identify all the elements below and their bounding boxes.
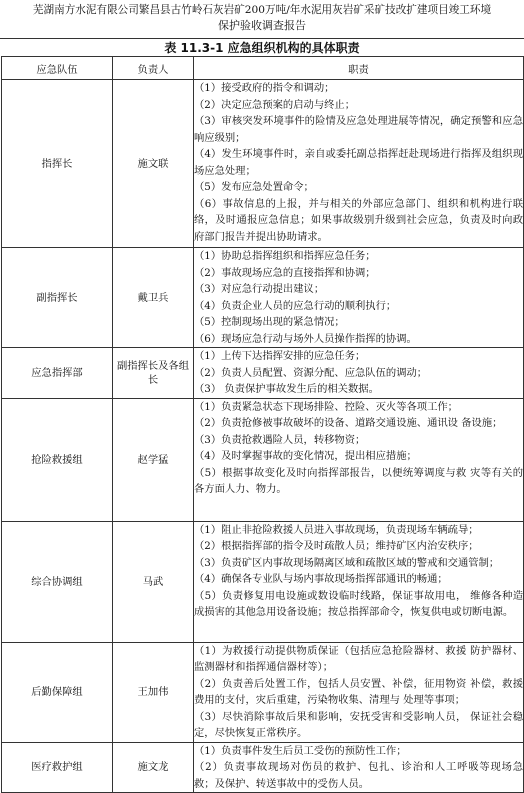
team-lead: 王加伟 xyxy=(113,642,194,742)
duty-list xyxy=(194,521,524,642)
duty-item: （4）及时掌握事故的变化情况，提出相应措施； xyxy=(194,450,417,462)
duty-item: （3）审核突发环境事件的险情及应急处理进展等情况，确定预警和应急响应级别； xyxy=(194,115,523,144)
table-row xyxy=(2,521,524,642)
table-row xyxy=(2,80,524,248)
duty-item: （1）协助总指挥组织和指挥应急任务； xyxy=(194,250,376,262)
duty-item: （1）阻止非抢险救援人员进入事故现场，负责现场车辆疏导； xyxy=(194,523,479,536)
team-lead: 施文联 xyxy=(113,80,194,248)
duty-item: （2）根据指挥部的指令及时疏散人员；维持矿区内治安秩序； xyxy=(194,540,479,552)
duty-item: （1）为救援行动提供物质保证（包括应急抢险器材、救援 防护器材、监测器材和指挥通信器材等）； xyxy=(194,644,523,673)
team-name: 指挥长 xyxy=(2,80,113,248)
duty-item: （2）负责人员配置、资源分配、应急队伍的调动； xyxy=(194,366,428,379)
team-lead: 戴卫兵 xyxy=(113,248,194,348)
report-title-line1: 芜湖南方水泥有限公司繁昌县古竹岭石灰岩矿200万吨/年水泥用灰岩矿采矿技改扩建项目竣工环境 xyxy=(32,4,492,16)
duty-item: （4）确保各专业队与场内事故现场指挥部通讯的畅通； xyxy=(194,573,448,585)
duty-list xyxy=(194,642,524,742)
duty-item: （2）负责抢修被事故破坏的设备、道路交通设施、通讯设 备设施； xyxy=(194,417,503,429)
page-header xyxy=(0,0,524,39)
duty-item: （1）负责事件发生后员工受伤的预防性工作； xyxy=(194,744,407,757)
table-row xyxy=(2,742,524,793)
team-lead: 赵学猛 xyxy=(113,398,194,521)
table-row xyxy=(2,642,524,742)
team-name: 抢险救援组 xyxy=(2,398,113,521)
duty-item: （3）尽快消除事故后果和影响，安抚受害和受影响人员， 保证社会稳定，尽快恢复正常秩序。 xyxy=(194,710,523,739)
header-duties: 职责 xyxy=(194,57,524,80)
duty-item: （3）负责矿区内事故现场隔离区域和疏散区域的警戒和交通管制； xyxy=(194,556,500,569)
team-name: 综合协调组 xyxy=(2,521,113,642)
emergency-duty-table xyxy=(1,56,524,793)
header-lead: 负责人 xyxy=(113,57,194,80)
header-team: 应急队伍 xyxy=(2,57,113,80)
duty-item: （1）接受政府的指令和调动； xyxy=(194,82,335,94)
duty-list xyxy=(194,248,524,348)
table-row xyxy=(2,248,524,348)
duty-item: （2）事故现场应急的直接指挥和协调； xyxy=(194,266,376,279)
duty-list xyxy=(194,742,524,793)
team-name: 后勤保障组 xyxy=(2,642,113,742)
team-name: 医疗救护组 xyxy=(2,742,113,793)
duty-item: （4）发生环境事件时，亲自或委托副总指挥赶赴现场进行指挥及组织现场应急处理； xyxy=(194,148,523,177)
duty-item: （1）负责紧急状态下现场排险、控险、灭火等各项工作； xyxy=(194,400,458,413)
duty-list xyxy=(194,348,524,399)
team-lead: 副指挥长及各组长 xyxy=(113,348,194,399)
table-header-row xyxy=(2,57,524,80)
team-name: 应急指挥部 xyxy=(2,348,113,399)
duty-item: （6）现场应急行动与场外人员操作指挥的协调。 xyxy=(194,332,417,345)
table-row xyxy=(2,398,524,521)
duty-item: （5）负责修复用电设施或数设临时线路，保证事故用电， 维修各种造成损害的其他急用设备设施；按总指挥部命令，恢复供电或切断电源。 xyxy=(194,589,523,618)
team-lead: 施文龙 xyxy=(113,742,194,793)
duty-item: （5）发布应急处置命令； xyxy=(194,181,314,193)
duty-item: （3）负责抢救遇险人员，转移物资； xyxy=(194,433,366,446)
duty-item: （2）决定应急预案的启动与终止； xyxy=(194,98,356,111)
duty-item: （5）根据事故变化及时向指挥部报告，以便统筹调度与救 灾等有关的各方面人力、物力。 xyxy=(194,466,523,495)
duty-item: （2）负责善后处置工作，包括人员安置、补偿，征用物资 补偿，救援费用的支付，灾后重建，污染物收集、清理与 处理等事项； xyxy=(194,677,523,706)
duty-list xyxy=(194,80,524,248)
duty-item: （3） 负责保护事故发生后的相关数据。 xyxy=(194,383,379,395)
table-row xyxy=(2,348,524,399)
table-caption: 表 11.3-1 应急组织机构的具体职责 xyxy=(164,41,360,55)
duty-item: （1）上传下达指挥安排的应急任务； xyxy=(194,350,366,362)
duty-item: （3）对应急行动提出建议； xyxy=(194,283,325,295)
duty-item: （2）负责事故现场对伤员的救护、包扎、诊治和人工呼吸等现场急 救；及保护、转送事故中的受伤人员。 xyxy=(194,761,523,790)
report-title-line2: 保护验收调查报告 xyxy=(218,19,306,32)
duty-item: （4）负责企业人员的应急行动的顺利执行； xyxy=(194,299,397,312)
duty-item: （6）事故信息的上报，并与相关的外部应急部门、组织和机构进行联络，及时通报应急信息；如果事故级别升级到社会应急，负责及时向政府部门报告并提出协助请求。 xyxy=(194,197,523,243)
duty-item: （5）控制现场出现的紧急情况； xyxy=(194,316,345,328)
duty-list xyxy=(194,398,524,521)
team-name: 副指挥长 xyxy=(2,248,113,348)
team-lead: 马武 xyxy=(113,521,194,642)
